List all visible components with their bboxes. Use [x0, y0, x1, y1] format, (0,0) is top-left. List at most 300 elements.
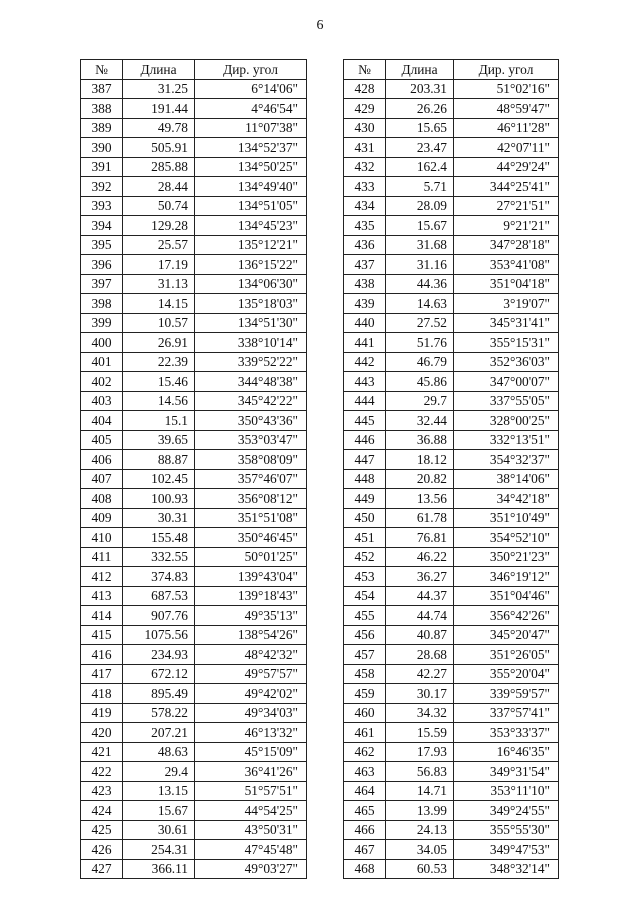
table-row — [344, 118, 559, 138]
cell-number: 453 — [344, 567, 386, 587]
cell-length: 22.39 — [123, 352, 195, 372]
table-row — [344, 684, 559, 704]
table-row — [344, 801, 559, 821]
cell-length: 155.48 — [123, 528, 195, 548]
table-row — [81, 235, 307, 255]
table-row — [344, 411, 559, 431]
cell-length: 29.7 — [386, 391, 454, 411]
cell-angle: 349°47'53" — [454, 840, 559, 860]
cell-length: 15.46 — [123, 372, 195, 392]
cell-number: 459 — [344, 684, 386, 704]
cell-angle: 339°52'22" — [195, 352, 307, 372]
cell-angle: 351°26'05" — [454, 645, 559, 665]
table-row — [81, 820, 307, 840]
table-row — [344, 586, 559, 606]
cell-number: 452 — [344, 547, 386, 567]
cell-length: 30.31 — [123, 508, 195, 528]
cell-angle: 46°13'32" — [195, 723, 307, 743]
cell-length: 44.37 — [386, 586, 454, 606]
cell-number: 416 — [81, 645, 123, 665]
column-header-angle: Дир. угол — [195, 60, 307, 80]
cell-length: 26.91 — [123, 333, 195, 353]
cell-number: 446 — [344, 430, 386, 450]
cell-number: 427 — [81, 859, 123, 879]
cell-angle: 134°06'30" — [195, 274, 307, 294]
cell-angle: 337°55'05" — [454, 391, 559, 411]
cell-angle: 51°57'51" — [195, 781, 307, 801]
cell-length: 28.09 — [386, 196, 454, 216]
cell-number: 457 — [344, 645, 386, 665]
cell-number: 390 — [81, 138, 123, 158]
cell-length: 61.78 — [386, 508, 454, 528]
cell-angle: 134°45'23" — [195, 216, 307, 236]
table-row — [344, 762, 559, 782]
cell-number: 444 — [344, 391, 386, 411]
cell-angle: 44°29'24" — [454, 157, 559, 177]
cell-length: 13.56 — [386, 489, 454, 509]
cell-length: 46.22 — [386, 547, 454, 567]
cell-length: 42.27 — [386, 664, 454, 684]
cell-angle: 134°49'40" — [195, 177, 307, 197]
cell-length: 162.4 — [386, 157, 454, 177]
cell-length: 60.53 — [386, 859, 454, 879]
table-row — [81, 859, 307, 879]
cell-angle: 34°42'18" — [454, 489, 559, 509]
cell-angle: 134°50'25" — [195, 157, 307, 177]
cell-length: 31.13 — [123, 274, 195, 294]
cell-number: 407 — [81, 469, 123, 489]
cell-length: 20.82 — [386, 469, 454, 489]
cell-number: 412 — [81, 567, 123, 587]
cell-angle: 328°00'25" — [454, 411, 559, 431]
cell-number: 417 — [81, 664, 123, 684]
cell-number: 404 — [81, 411, 123, 431]
cell-length: 26.26 — [386, 99, 454, 119]
table-row — [344, 313, 559, 333]
cell-number: 465 — [344, 801, 386, 821]
coordinates-table-right — [343, 59, 559, 879]
table-row — [81, 411, 307, 431]
cell-length: 36.27 — [386, 567, 454, 587]
cell-angle: 49°35'13" — [195, 606, 307, 626]
cell-number: 402 — [81, 372, 123, 392]
cell-length: 15.59 — [386, 723, 454, 743]
cell-angle: 354°32'37" — [454, 450, 559, 470]
table-row — [81, 723, 307, 743]
table-row — [81, 274, 307, 294]
cell-number: 442 — [344, 352, 386, 372]
table-row — [344, 547, 559, 567]
cell-number: 389 — [81, 118, 123, 138]
cell-length: 17.19 — [123, 255, 195, 275]
cell-angle: 351°10'49" — [454, 508, 559, 528]
cell-length: 88.87 — [123, 450, 195, 470]
cell-angle: 9°21'21" — [454, 216, 559, 236]
table-body-right — [344, 79, 559, 879]
table-row — [81, 781, 307, 801]
cell-number: 467 — [344, 840, 386, 860]
cell-length: 332.55 — [123, 547, 195, 567]
cell-angle: 46°11'28" — [454, 118, 559, 138]
cell-length: 14.15 — [123, 294, 195, 314]
table-row — [81, 801, 307, 821]
cell-number: 393 — [81, 196, 123, 216]
cell-length: 203.31 — [386, 79, 454, 99]
cell-angle: 43°50'31" — [195, 820, 307, 840]
cell-number: 403 — [81, 391, 123, 411]
cell-number: 432 — [344, 157, 386, 177]
cell-length: 36.88 — [386, 430, 454, 450]
table-header-row — [81, 60, 307, 80]
table-row — [81, 450, 307, 470]
cell-angle: 344°48'38" — [195, 372, 307, 392]
table-row — [81, 742, 307, 762]
cell-number: 426 — [81, 840, 123, 860]
cell-angle: 47°45'48" — [195, 840, 307, 860]
table-row — [81, 430, 307, 450]
table-row — [81, 606, 307, 626]
cell-number: 438 — [344, 274, 386, 294]
cell-number: 458 — [344, 664, 386, 684]
cell-angle: 353°11'10" — [454, 781, 559, 801]
column-header-length: Длина — [123, 60, 195, 80]
cell-length: 31.16 — [386, 255, 454, 275]
table-row — [81, 547, 307, 567]
cell-number: 406 — [81, 450, 123, 470]
table-row — [344, 391, 559, 411]
cell-angle: 345°20'47" — [454, 625, 559, 645]
cell-length: 17.93 — [386, 742, 454, 762]
cell-length: 14.71 — [386, 781, 454, 801]
cell-number: 462 — [344, 742, 386, 762]
table-row — [81, 177, 307, 197]
cell-number: 439 — [344, 294, 386, 314]
cell-length: 1075.56 — [123, 625, 195, 645]
cell-angle: 353°41'08" — [454, 255, 559, 275]
table-row — [344, 469, 559, 489]
table-row — [344, 840, 559, 860]
column-header-number: № — [344, 60, 386, 80]
cell-length: 14.63 — [386, 294, 454, 314]
cell-angle: 139°18'43" — [195, 586, 307, 606]
table-row — [344, 606, 559, 626]
cell-angle: 349°31'54" — [454, 762, 559, 782]
cell-number: 456 — [344, 625, 386, 645]
cell-angle: 355°15'31" — [454, 333, 559, 353]
cell-number: 408 — [81, 489, 123, 509]
cell-number: 418 — [81, 684, 123, 704]
table-row — [81, 703, 307, 723]
cell-angle: 339°59'57" — [454, 684, 559, 704]
table-row — [81, 99, 307, 119]
cell-number: 440 — [344, 313, 386, 333]
table-row — [81, 469, 307, 489]
table-row — [81, 196, 307, 216]
table-row — [81, 625, 307, 645]
cell-number: 448 — [344, 469, 386, 489]
cell-length: 31.25 — [123, 79, 195, 99]
cell-angle: 45°15'09" — [195, 742, 307, 762]
cell-number: 411 — [81, 547, 123, 567]
table-row — [81, 372, 307, 392]
cell-length: 102.45 — [123, 469, 195, 489]
page-number: 6 — [316, 18, 324, 33]
table-row — [81, 157, 307, 177]
cell-number: 395 — [81, 235, 123, 255]
cell-number: 397 — [81, 274, 123, 294]
cell-number: 450 — [344, 508, 386, 528]
cell-length: 44.36 — [386, 274, 454, 294]
cell-number: 396 — [81, 255, 123, 275]
cell-number: 392 — [81, 177, 123, 197]
table-row — [344, 196, 559, 216]
table-row — [81, 255, 307, 275]
cell-angle: 49°34'03" — [195, 703, 307, 723]
table-row — [81, 294, 307, 314]
cell-length: 254.31 — [123, 840, 195, 860]
cell-angle: 351°04'18" — [454, 274, 559, 294]
cell-angle: 134°51'30" — [195, 313, 307, 333]
table-row — [344, 99, 559, 119]
cell-length: 285.88 — [123, 157, 195, 177]
cell-length: 48.63 — [123, 742, 195, 762]
cell-length: 18.12 — [386, 450, 454, 470]
table-row — [344, 489, 559, 509]
cell-number: 415 — [81, 625, 123, 645]
cell-length: 687.53 — [123, 586, 195, 606]
cell-angle: 135°12'21" — [195, 235, 307, 255]
table-row — [81, 567, 307, 587]
cell-angle: 346°19'12" — [454, 567, 559, 587]
cell-angle: 136°15'22" — [195, 255, 307, 275]
table-row — [344, 645, 559, 665]
cell-length: 25.57 — [123, 235, 195, 255]
column-header-angle: Дир. угол — [454, 60, 559, 80]
cell-number: 468 — [344, 859, 386, 879]
cell-length: 100.93 — [123, 489, 195, 509]
cell-length: 366.11 — [123, 859, 195, 879]
cell-angle: 347°00'07" — [454, 372, 559, 392]
cell-length: 15.67 — [123, 801, 195, 821]
cell-number: 398 — [81, 294, 123, 314]
cell-length: 28.68 — [386, 645, 454, 665]
cell-number: 451 — [344, 528, 386, 548]
table-row — [344, 216, 559, 236]
cell-angle: 347°28'18" — [454, 235, 559, 255]
cell-number: 410 — [81, 528, 123, 548]
table-row — [344, 177, 559, 197]
cell-angle: 337°57'41" — [454, 703, 559, 723]
cell-length: 30.17 — [386, 684, 454, 704]
table-row — [81, 333, 307, 353]
cell-number: 430 — [344, 118, 386, 138]
cell-number: 401 — [81, 352, 123, 372]
cell-angle: 38°14'06" — [454, 469, 559, 489]
table-row — [81, 313, 307, 333]
cell-number: 419 — [81, 703, 123, 723]
table-row — [81, 762, 307, 782]
cell-angle: 353°33'37" — [454, 723, 559, 743]
cell-angle: 6°14'06" — [195, 79, 307, 99]
cell-number: 387 — [81, 79, 123, 99]
table-row — [81, 138, 307, 158]
cell-length: 207.21 — [123, 723, 195, 743]
cell-angle: 353°03'47" — [195, 430, 307, 450]
cell-angle: 356°42'26" — [454, 606, 559, 626]
table-row — [344, 333, 559, 353]
cell-number: 422 — [81, 762, 123, 782]
cell-number: 424 — [81, 801, 123, 821]
cell-angle: 48°59'47" — [454, 99, 559, 119]
cell-number: 399 — [81, 313, 123, 333]
table-row — [344, 781, 559, 801]
cell-angle: 139°43'04" — [195, 567, 307, 587]
cell-length: 505.91 — [123, 138, 195, 158]
cell-number: 437 — [344, 255, 386, 275]
cell-angle: 49°57'57" — [195, 664, 307, 684]
cell-length: 56.83 — [386, 762, 454, 782]
cell-number: 433 — [344, 177, 386, 197]
cell-number: 421 — [81, 742, 123, 762]
cell-number: 429 — [344, 99, 386, 119]
cell-angle: 344°25'41" — [454, 177, 559, 197]
cell-angle: 356°08'12" — [195, 489, 307, 509]
cell-length: 30.61 — [123, 820, 195, 840]
cell-length: 50.74 — [123, 196, 195, 216]
cell-angle: 355°55'30" — [454, 820, 559, 840]
cell-angle: 358°08'09" — [195, 450, 307, 470]
cell-angle: 134°51'05" — [195, 196, 307, 216]
table-row — [344, 352, 559, 372]
cell-number: 463 — [344, 762, 386, 782]
cell-length: 34.32 — [386, 703, 454, 723]
cell-length: 15.1 — [123, 411, 195, 431]
cell-angle: 49°03'27" — [195, 859, 307, 879]
cell-length: 34.05 — [386, 840, 454, 860]
cell-angle: 50°01'25" — [195, 547, 307, 567]
cell-number: 423 — [81, 781, 123, 801]
cell-angle: 345°31'41" — [454, 313, 559, 333]
table-row — [344, 820, 559, 840]
cell-length: 28.44 — [123, 177, 195, 197]
cell-angle: 42°07'11" — [454, 138, 559, 158]
cell-number: 394 — [81, 216, 123, 236]
cell-angle: 48°42'32" — [195, 645, 307, 665]
cell-length: 129.28 — [123, 216, 195, 236]
cell-angle: 27°21'51" — [454, 196, 559, 216]
table-body-left — [81, 79, 307, 879]
cell-angle: 36°41'26" — [195, 762, 307, 782]
cell-number: 413 — [81, 586, 123, 606]
cell-angle: 3°19'07" — [454, 294, 559, 314]
table-row — [344, 450, 559, 470]
table-row — [344, 703, 559, 723]
cell-number: 388 — [81, 99, 123, 119]
cell-angle: 348°32'14" — [454, 859, 559, 879]
cell-length: 907.76 — [123, 606, 195, 626]
cell-number: 466 — [344, 820, 386, 840]
table-row — [81, 586, 307, 606]
table-row — [81, 79, 307, 99]
cell-angle: 350°46'45" — [195, 528, 307, 548]
table-row — [81, 645, 307, 665]
cell-angle: 354°52'10" — [454, 528, 559, 548]
cell-angle: 138°54'26" — [195, 625, 307, 645]
cell-angle: 49°42'02" — [195, 684, 307, 704]
cell-number: 449 — [344, 489, 386, 509]
cell-angle: 357°46'07" — [195, 469, 307, 489]
cell-number: 400 — [81, 333, 123, 353]
cell-angle: 135°18'03" — [195, 294, 307, 314]
table-row — [344, 79, 559, 99]
cell-angle: 4°46'54" — [195, 99, 307, 119]
cell-angle: 350°43'36" — [195, 411, 307, 431]
table-row — [81, 528, 307, 548]
table-row — [344, 508, 559, 528]
cell-number: 441 — [344, 333, 386, 353]
cell-number: 434 — [344, 196, 386, 216]
cell-length: 32.44 — [386, 411, 454, 431]
cell-number: 443 — [344, 372, 386, 392]
cell-number: 464 — [344, 781, 386, 801]
cell-number: 436 — [344, 235, 386, 255]
cell-length: 46.79 — [386, 352, 454, 372]
table-row — [344, 235, 559, 255]
column-header-number: № — [81, 60, 123, 80]
cell-angle: 351°51'08" — [195, 508, 307, 528]
cell-length: 234.93 — [123, 645, 195, 665]
cell-number: 461 — [344, 723, 386, 743]
cell-angle: 349°24'55" — [454, 801, 559, 821]
table-row — [81, 489, 307, 509]
cell-number: 445 — [344, 411, 386, 431]
cell-angle: 44°54'25" — [195, 801, 307, 821]
table-row — [81, 508, 307, 528]
cell-number: 425 — [81, 820, 123, 840]
table-row — [81, 216, 307, 236]
cell-length: 578.22 — [123, 703, 195, 723]
cell-length: 27.52 — [386, 313, 454, 333]
cell-length: 10.57 — [123, 313, 195, 333]
cell-angle: 355°20'04" — [454, 664, 559, 684]
cell-length: 40.87 — [386, 625, 454, 645]
cell-length: 51.76 — [386, 333, 454, 353]
table-row — [81, 391, 307, 411]
table-row — [344, 723, 559, 743]
table-row — [344, 138, 559, 158]
table-row — [344, 528, 559, 548]
cell-length: 15.65 — [386, 118, 454, 138]
cell-length: 14.56 — [123, 391, 195, 411]
cell-number: 454 — [344, 586, 386, 606]
cell-length: 45.86 — [386, 372, 454, 392]
cell-length: 24.13 — [386, 820, 454, 840]
cell-number: 391 — [81, 157, 123, 177]
cell-angle: 338°10'14" — [195, 333, 307, 353]
cell-number: 435 — [344, 216, 386, 236]
cell-length: 49.78 — [123, 118, 195, 138]
cell-angle: 16°46'35" — [454, 742, 559, 762]
table-row — [344, 255, 559, 275]
column-header-length: Длина — [386, 60, 454, 80]
cell-number: 414 — [81, 606, 123, 626]
table-row — [344, 157, 559, 177]
table-row — [344, 430, 559, 450]
cell-number: 447 — [344, 450, 386, 470]
cell-length: 191.44 — [123, 99, 195, 119]
table-row — [344, 274, 559, 294]
cell-number: 405 — [81, 430, 123, 450]
